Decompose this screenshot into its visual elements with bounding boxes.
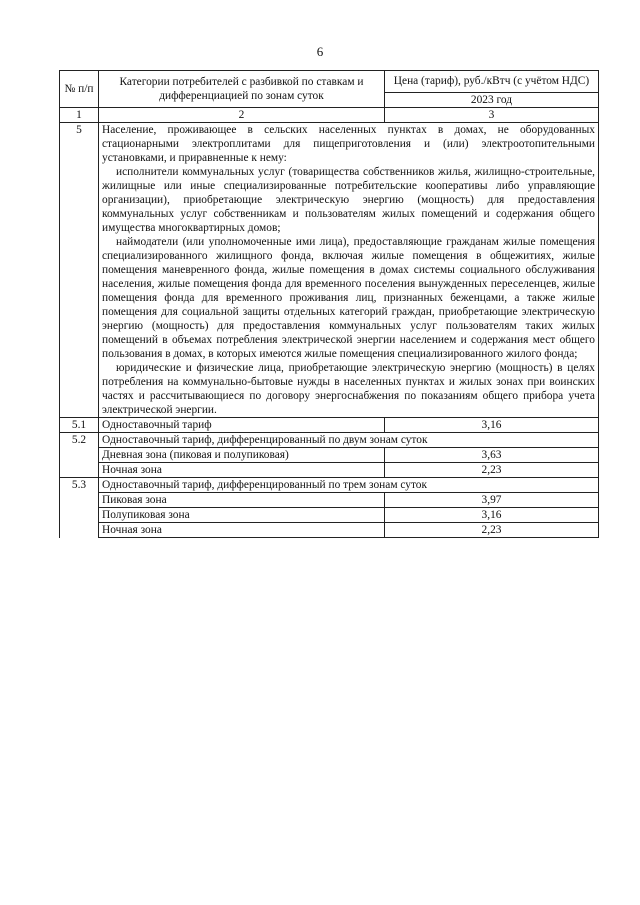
header-year: 2023 год <box>385 92 599 107</box>
table-header-row <box>60 71 599 93</box>
zone-row <box>60 523 599 538</box>
row-5-1-price: 3,16 <box>385 418 599 433</box>
zone-row <box>60 493 599 508</box>
section-5-intro: Население, проживающее в сельских населенных пунктах в домах, не оборудованных стационарными электроплитами для пищеприготовления и (или) электроотопительными установками, и приравненные к нему: <box>102 124 595 164</box>
section-5-paragraph: исполнители коммунальных услуг (товарищества собственников жилья, жилищно-строительные, жилищные или иные специализированные потребительские кооперативы либо управляющие организации), приобретающие электрическую энергию (мощность) для предоставления коммунальных услуг собственникам и пользователям жилых помещений и содержания общего имущества многоквартирных домов; <box>102 166 595 234</box>
section-5-paragraph: юридические и физические лица, приобретающие электрическую энергию (мощность) в целях потребления на коммунально-бытовые нужды в населенных пунктах и жилых зонах при воинских частях и рассчитывающиеся по договору энергоснабжения по показаниям общего прибора учета электрической энергии. <box>102 362 595 416</box>
row-5-3 <box>60 478 599 493</box>
row-5-2-label: Одноставочный тариф, дифференцированный по двум зонам суток <box>99 433 599 448</box>
zone-label: Ночная зона <box>99 463 385 478</box>
header-num: № п/п <box>60 71 99 108</box>
column-numbers-row <box>60 108 599 123</box>
col-number-2: 2 <box>99 108 385 123</box>
section-5-num: 5 <box>60 123 99 418</box>
page-number: 6 <box>316 44 324 59</box>
section-5-paragraph: наймодатели (или уполномоченные ими лица), предоставляющие гражданам жилые помещения специализированного жилищного фонда, включая жилые помещения в общежитиях, жилые помещения маневренного фонда, жилые помещения в домах системы социального обслуживания населения, жилые помещения фонда для временного поселения вынужденных переселенцев, жилые помещения фонда для временного проживания лиц, признанных беженцами, а также жилые помещения для социальной защиты отдельных категорий граждан, приобретающие электрическую энергию (мощность) для предоставления коммунальных услуг пользователям таких жилых помещений в объемах потребления электрической энергии населением и содержания мест общего пользования в домах, в которых имеются жилые помещения специализированного жилого фонда; <box>102 236 595 360</box>
zone-row <box>60 508 599 523</box>
section-5-row <box>60 123 599 418</box>
zone-price: 3,63 <box>385 448 599 463</box>
row-5-3-label: Одноставочный тариф, дифференцированный по трем зонам суток <box>99 478 599 493</box>
zone-price: 3,16 <box>385 508 599 523</box>
zone-row <box>60 448 599 463</box>
zone-label: Дневная зона (пиковая и полупиковая) <box>99 448 385 463</box>
zone-price: 2,23 <box>385 463 599 478</box>
row-5-1 <box>60 418 599 433</box>
header-price: Цена (тариф), руб./кВтч (с учётом НДС) <box>385 71 599 93</box>
zone-row <box>60 463 599 478</box>
zone-label: Ночная зона <box>99 523 385 538</box>
row-5-2 <box>60 433 599 448</box>
row-5-2-num: 5.2 <box>60 433 99 478</box>
zone-price: 2,23 <box>385 523 599 538</box>
row-5-1-label: Одноставочный тариф <box>99 418 385 433</box>
col-number-1: 1 <box>60 108 99 123</box>
tariff-table <box>59 70 599 538</box>
header-category: Категории потребителей с разбивкой по ставкам и дифференциацией по зонам суток <box>99 71 385 108</box>
section-5-description <box>99 123 599 418</box>
col-number-3: 3 <box>385 108 599 123</box>
zone-label: Полупиковая зона <box>99 508 385 523</box>
row-5-1-num: 5.1 <box>60 418 99 433</box>
zone-price: 3,97 <box>385 493 599 508</box>
zone-label: Пиковая зона <box>99 493 385 508</box>
row-5-3-num: 5.3 <box>60 478 99 538</box>
